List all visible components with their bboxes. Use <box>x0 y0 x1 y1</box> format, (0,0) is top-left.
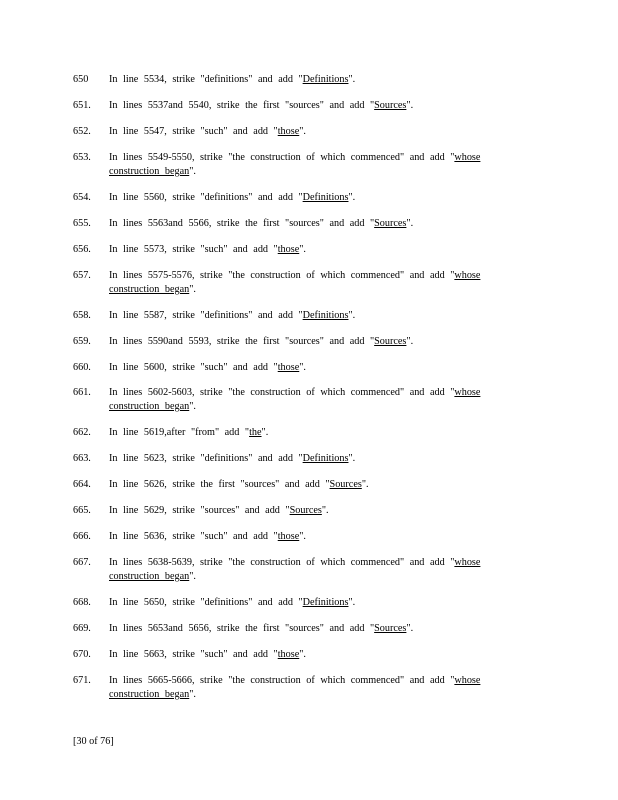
amendment-item <box>73 556 513 584</box>
amendment-text <box>109 530 513 544</box>
amendment-item <box>73 674 513 702</box>
amendment-item <box>73 125 513 139</box>
closing-quote: ". <box>299 649 306 660</box>
amendment-text <box>109 622 513 636</box>
amendment-text <box>109 335 513 349</box>
instruction-text: In line 5560, strike "definitions" and add " <box>109 192 303 203</box>
amendment-item <box>73 596 513 610</box>
amendment-number: 661. <box>73 387 91 398</box>
inserted-text: whose <box>454 387 481 398</box>
inserted-text: Sources <box>374 336 407 347</box>
inserted-text: those <box>277 649 300 660</box>
amendment-text <box>109 191 513 205</box>
amendment-item <box>73 452 513 466</box>
inserted-text: those <box>277 126 300 137</box>
amendment-item <box>73 217 513 231</box>
inserted-text: Definitions <box>302 453 349 464</box>
amendment-number: 668. <box>73 597 91 608</box>
amendment-item <box>73 361 513 375</box>
amendment-text <box>109 504 513 518</box>
amendment-item <box>73 309 513 323</box>
amendment-item <box>73 191 513 205</box>
instruction-text: In line 5629, strike "sources" and add " <box>109 505 290 516</box>
closing-quote: ". <box>299 244 306 255</box>
amendment-text <box>109 361 513 375</box>
closing-quote: ". <box>189 284 196 295</box>
inserted-text-continued: construction began <box>109 401 190 412</box>
amendment-item <box>73 386 513 414</box>
amendment-item <box>73 504 513 518</box>
inserted-text: those <box>277 362 300 373</box>
amendment-number: 652. <box>73 126 91 137</box>
inserted-text: Sources <box>374 218 407 229</box>
closing-quote: ". <box>189 166 196 177</box>
amendment-text <box>109 269 513 297</box>
amendment-item <box>73 530 513 544</box>
instruction-text: In line 5587, strike "definitions" and add " <box>109 310 303 321</box>
instruction-text: In lines 5549-5550, strike "the construction of which commenced" and add " <box>109 152 455 163</box>
amendment-text <box>109 452 513 466</box>
instruction-text: In lines 5653and 5656, strike the first "sources" and add " <box>109 623 375 634</box>
inserted-text: those <box>277 244 300 255</box>
inserted-text-continued: construction began <box>109 689 190 700</box>
amendment-item <box>73 478 513 492</box>
inserted-text: whose <box>454 557 481 568</box>
instruction-text: In line 5623, strike "definitions" and add " <box>109 453 303 464</box>
inserted-text: the <box>249 427 262 438</box>
inserted-text: Sources <box>329 479 362 490</box>
amendment-number: 656. <box>73 244 91 255</box>
closing-quote: ". <box>406 336 414 347</box>
closing-quote: ". <box>348 192 356 203</box>
amendment-item <box>73 99 513 113</box>
amendment-number: 662. <box>73 427 91 438</box>
instruction-text: In line 5547, strike "such" and add " <box>109 126 278 137</box>
instruction-text: In lines 5563and 5566, strike the first "sources" and add " <box>109 218 375 229</box>
inserted-text: Definitions <box>302 597 349 608</box>
inserted-text-continued: construction began <box>109 166 190 177</box>
instruction-text: In lines 5590and 5593, strike the first "sources" and add " <box>109 336 375 347</box>
amendment-number: 667. <box>73 557 91 568</box>
closing-quote: ". <box>189 689 196 700</box>
amendment-number: 655. <box>73 218 91 229</box>
closing-quote: ". <box>406 100 414 111</box>
closing-quote: ". <box>261 427 269 438</box>
closing-quote: ". <box>299 126 306 137</box>
amendment-text <box>109 648 513 662</box>
amendment-number: 663. <box>73 453 91 464</box>
amendment-text <box>109 217 513 231</box>
instruction-text: In lines 5575-5576, strike "the construction of which commenced" and add " <box>109 270 455 281</box>
inserted-text: whose <box>454 675 481 686</box>
inserted-text: Definitions <box>302 192 349 203</box>
amendment-text <box>109 243 513 257</box>
amendment-item <box>73 73 513 87</box>
closing-quote: ". <box>299 531 306 542</box>
page-footer: [30 of 76] <box>73 736 114 747</box>
inserted-text: those <box>277 531 300 542</box>
amendment-text <box>109 73 513 87</box>
inserted-text: whose <box>454 270 481 281</box>
closing-quote: ". <box>361 479 369 490</box>
amendment-number: 650 <box>73 74 89 85</box>
instruction-text: In lines 5665-5666, strike "the construction of which commenced" and add " <box>109 675 455 686</box>
instruction-text: In lines 5638-5639, strike "the construction of which commenced" and add " <box>109 557 455 568</box>
amendment-text <box>109 596 513 610</box>
instruction-text: In line 5534, strike "definitions" and add " <box>109 74 303 85</box>
amendment-number: 651. <box>73 100 91 111</box>
inserted-text-continued: construction began <box>109 571 190 582</box>
amendment-text <box>109 426 513 440</box>
amendment-text <box>109 309 513 323</box>
amendment-text <box>109 125 513 139</box>
closing-quote: ". <box>299 362 306 373</box>
amendment-item <box>73 243 513 257</box>
instruction-text: In lines 5602-5603, strike "the construction of which commenced" and add " <box>109 387 455 398</box>
amendment-text <box>109 386 513 414</box>
instruction-text: In lines 5537and 5540, strike the first "sources" and add " <box>109 100 375 111</box>
amendment-number: 671. <box>73 675 91 686</box>
amendment-number: 666. <box>73 531 91 542</box>
closing-quote: ". <box>348 453 356 464</box>
amendment-text <box>109 556 513 584</box>
instruction-text: In line 5663, strike "such" and add " <box>109 649 278 660</box>
amendment-item <box>73 426 513 440</box>
closing-quote: ". <box>348 310 356 321</box>
amendment-number: 660. <box>73 362 91 373</box>
closing-quote: ". <box>348 597 356 608</box>
amendment-number: 658. <box>73 310 91 321</box>
inserted-text: Sources <box>289 505 322 516</box>
instruction-text: In line 5573, strike "such" and add " <box>109 244 278 255</box>
closing-quote: ". <box>189 571 196 582</box>
amendment-item <box>73 151 513 179</box>
inserted-text: Definitions <box>302 74 349 85</box>
amendment-text <box>109 99 513 113</box>
instruction-text: In line 5626, strike the first "sources" and add " <box>109 479 330 490</box>
amendment-number: 659. <box>73 336 91 347</box>
amendment-number: 653. <box>73 152 91 163</box>
closing-quote: ". <box>406 623 414 634</box>
amendment-item <box>73 269 513 297</box>
instruction-text: In line 5636, strike "such" and add " <box>109 531 278 542</box>
amendment-item <box>73 622 513 636</box>
amendment-number: 670. <box>73 649 91 660</box>
amendment-item <box>73 648 513 662</box>
inserted-text: Sources <box>374 623 407 634</box>
closing-quote: ". <box>406 218 414 229</box>
amendment-number: 665. <box>73 505 91 516</box>
instruction-text: In line 5619,after "from" add " <box>109 427 250 438</box>
amendment-number: 664. <box>73 479 91 490</box>
inserted-text: whose <box>454 152 481 163</box>
amendment-number: 654. <box>73 192 91 203</box>
instruction-text: In line 5600, strike "such" and add " <box>109 362 278 373</box>
closing-quote: ". <box>348 74 356 85</box>
amendment-number: 657. <box>73 270 91 281</box>
amendment-number: 669. <box>73 623 91 634</box>
amendment-text <box>109 674 513 702</box>
amendment-text <box>109 478 513 492</box>
inserted-text: Definitions <box>302 310 349 321</box>
closing-quote: ". <box>321 505 329 516</box>
closing-quote: ". <box>189 401 196 412</box>
amendment-text <box>109 151 513 179</box>
inserted-text-continued: construction began <box>109 284 190 295</box>
inserted-text: Sources <box>374 100 407 111</box>
instruction-text: In line 5650, strike "definitions" and add " <box>109 597 303 608</box>
amendment-item <box>73 335 513 349</box>
